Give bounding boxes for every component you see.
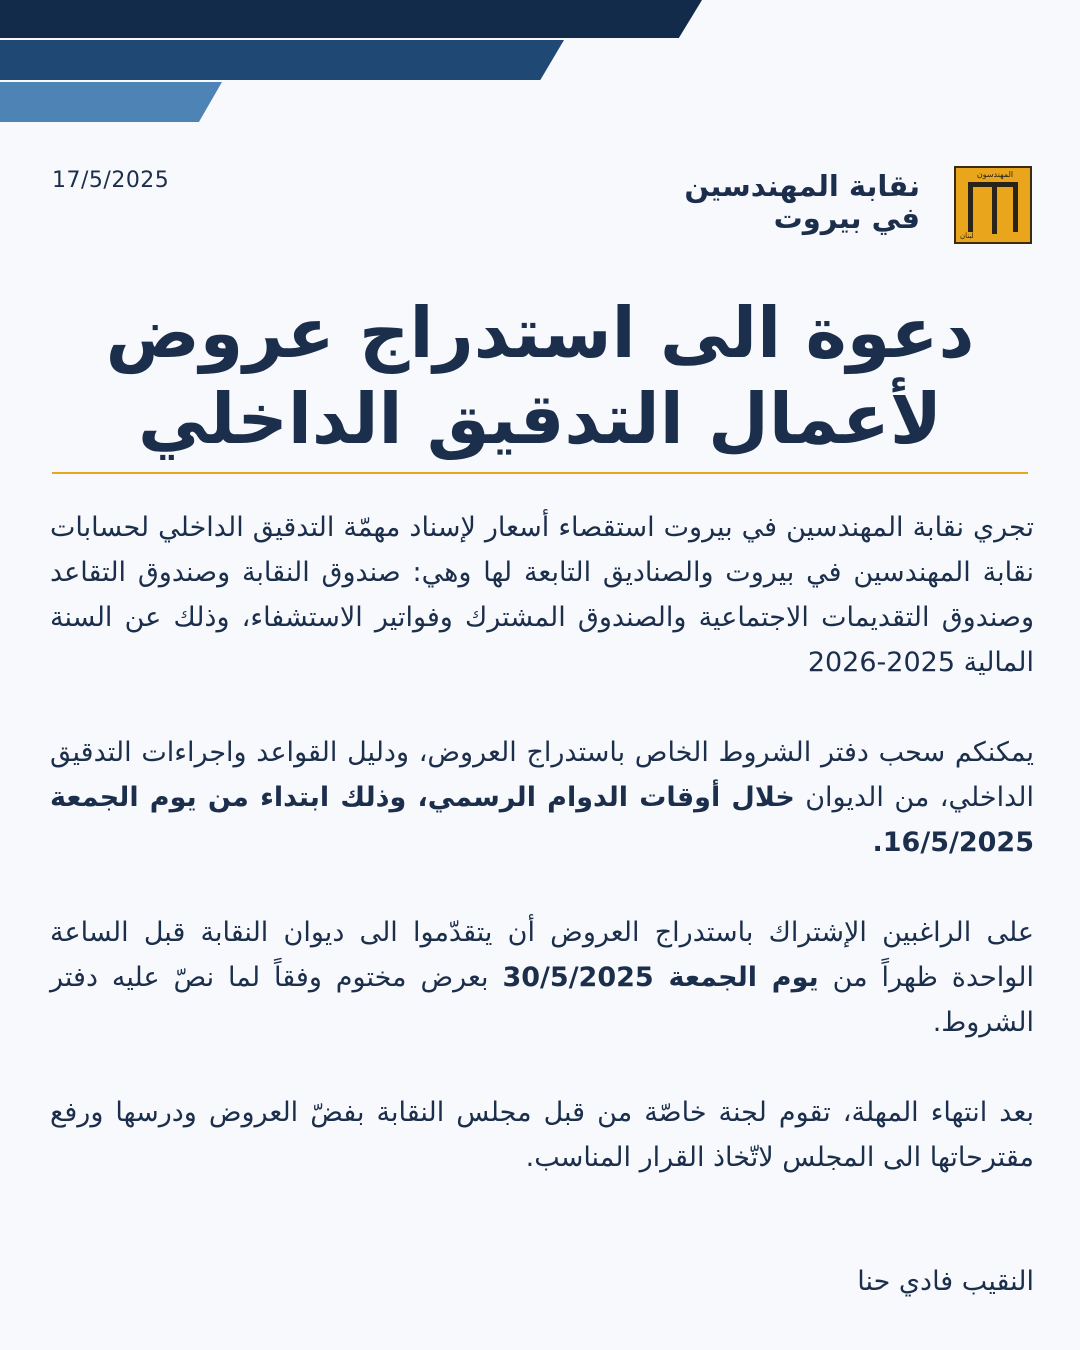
paragraph-documents-emphasis: خلال أوقات الدوام الرسمي، وذلك ابتداء من يوم الجمعة 16/5/2025. (50, 782, 1034, 858)
paragraph-documents (50, 730, 1034, 865)
signature: النقيب فادي حنا (857, 1266, 1034, 1297)
title-divider (52, 472, 1028, 474)
paragraph-scope: تجري نقابة المهندسين في بيروت استقصاء أسعار لإسناد مهمّة التدقيق الداخلي لحسابات نقابة المهندسين في بيروت والصناديق التابعة لها وهي: صندوق النقابة وصندوق التقاعد وصندوق التقديمات الاجتماعية والصندوق المشترك وفواتير الاستشفاء، وذلك عن السنة المالية 2025-2026 (50, 512, 1034, 678)
paragraph-submission-deadline: يوم الجمعة 30/5/2025 (502, 962, 819, 993)
announcement-title (60, 290, 1020, 462)
organization-name-line1: نقابة المهندسين (684, 169, 920, 203)
paragraph-documents-text: يمكنكم سحب دفتر الشروط الخاص باستدراج العروض، ودليل القواعد واجراءات التدقيق الداخلي، من الديوان (50, 737, 1034, 813)
title-line1: دعوة الى استدراج عروض (105, 292, 975, 374)
header-band-mid (0, 40, 564, 80)
announcement-body (50, 505, 1034, 1180)
organization-name-line2: في بيروت (773, 201, 920, 235)
paragraph-evaluation: بعد انتهاء المهلة، تقوم لجنة خاصّة من قبل مجلس النقابة بفضّ العروض ودرسها ورفع مقترحاتها الى المجلس لاتّخاذ القرار المناسب. (50, 1097, 1034, 1173)
logo-text-top: المهندسون (976, 170, 1014, 179)
header-band-dark (0, 0, 702, 38)
logo-text-bottom: لبنان (960, 232, 974, 240)
logo-bar-shape (992, 182, 997, 234)
paragraph-submission (50, 910, 1034, 1045)
publication-date: 17/5/2025 (52, 168, 170, 193)
title-line2: لأعمال التدقيق الداخلي (138, 378, 942, 460)
paragraph-submission-text: على الراغبين الإشتراك باستدراج العروض أن يتقدّموا الى ديوان النقابة قبل الساعة الواحدة ظهراً من (50, 917, 1034, 993)
header-band-light (0, 82, 222, 122)
paragraph-submission-text-end: بعرض مختوم وفقاً لما نصّ عليه دفتر الشروط. (50, 962, 1034, 1038)
organization-name (684, 170, 920, 234)
order-of-engineers-logo (954, 166, 1032, 244)
